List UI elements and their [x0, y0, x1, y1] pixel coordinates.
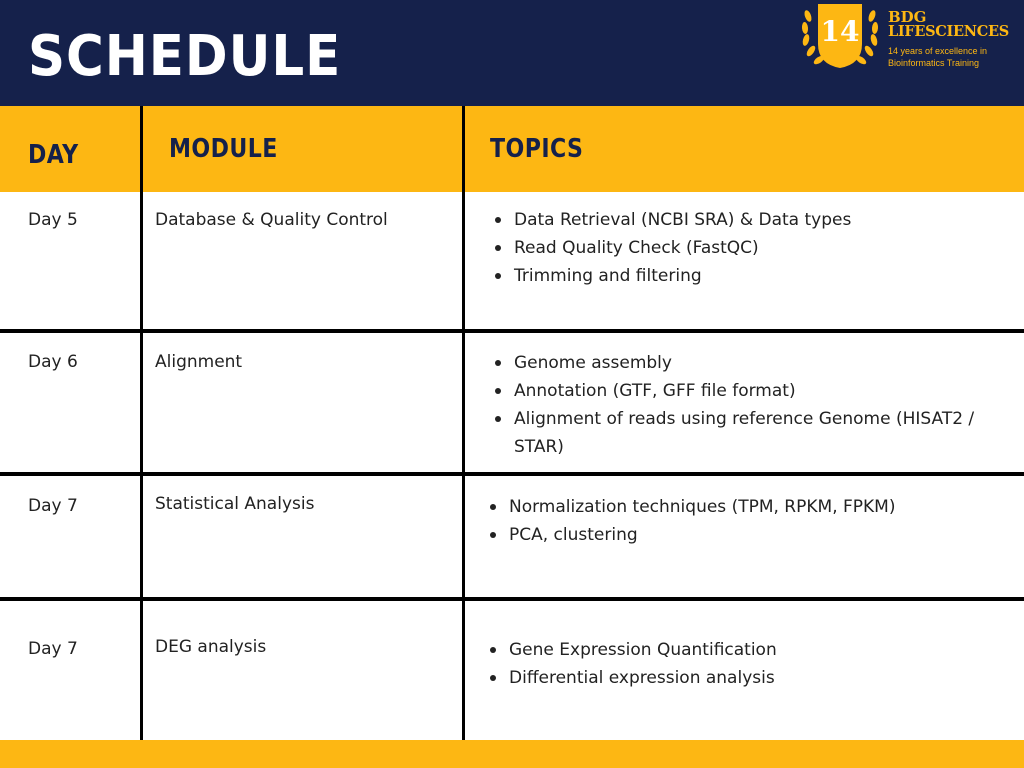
- column-divider: [140, 106, 143, 740]
- column-divider: [462, 106, 465, 740]
- table-row-module: Alignment: [155, 352, 243, 372]
- column-header-topics: TOPICS: [490, 134, 584, 164]
- topic-list: [494, 349, 1009, 461]
- column-header-module: MODULE: [169, 134, 278, 164]
- list-item: PCA, clustering: [489, 521, 1009, 549]
- logo-brand-line2: LIFESCIENCES: [888, 23, 1009, 40]
- list-item: Normalization techniques (TPM, RPKM, FPKM): [489, 493, 1009, 521]
- footer-band: [0, 740, 1024, 768]
- list-item: Genome assembly: [494, 349, 1009, 377]
- table-row-day: Day 6: [28, 352, 78, 372]
- table-row-module: Statistical Analysis: [155, 494, 315, 514]
- list-item: Annotation (GTF, GFF file format): [494, 377, 1009, 405]
- column-header-day: DAY: [28, 140, 79, 170]
- row-divider: [0, 597, 1024, 601]
- logo-tagline-line2: Bioinformatics Training: [888, 58, 980, 68]
- row-divider: [0, 472, 1024, 476]
- topic-list: [489, 636, 1009, 692]
- logo-brand-line1: BDG: [888, 8, 927, 26]
- list-item: Differential expression analysis: [489, 664, 1009, 692]
- topic-list: [494, 206, 1009, 290]
- table-row-day: Day 7: [28, 496, 78, 516]
- table-row-day: Day 7: [28, 639, 78, 659]
- page-title: SCHEDULE: [28, 24, 342, 89]
- table-row-module: Database & Quality Control: [155, 210, 388, 230]
- brand-logo: [798, 2, 1022, 72]
- topic-list: [489, 493, 1009, 549]
- list-item: Gene Expression Quantification: [489, 636, 1009, 664]
- table-row-day: Day 5: [28, 210, 78, 230]
- header-bar: [0, 0, 1024, 106]
- logo-tagline-line1: 14 years of excellence in: [888, 46, 988, 56]
- logo-years-number: 14: [820, 15, 860, 48]
- list-item: Data Retrieval (NCBI SRA) & Data types: [494, 206, 1009, 234]
- list-item: Alignment of reads using reference Genome (HISAT2 / STAR): [494, 405, 1009, 461]
- table-row-module: DEG analysis: [155, 637, 267, 657]
- list-item: Read Quality Check (FastQC): [494, 234, 1009, 262]
- row-divider: [0, 329, 1024, 333]
- list-item: Trimming and filtering: [494, 262, 1009, 290]
